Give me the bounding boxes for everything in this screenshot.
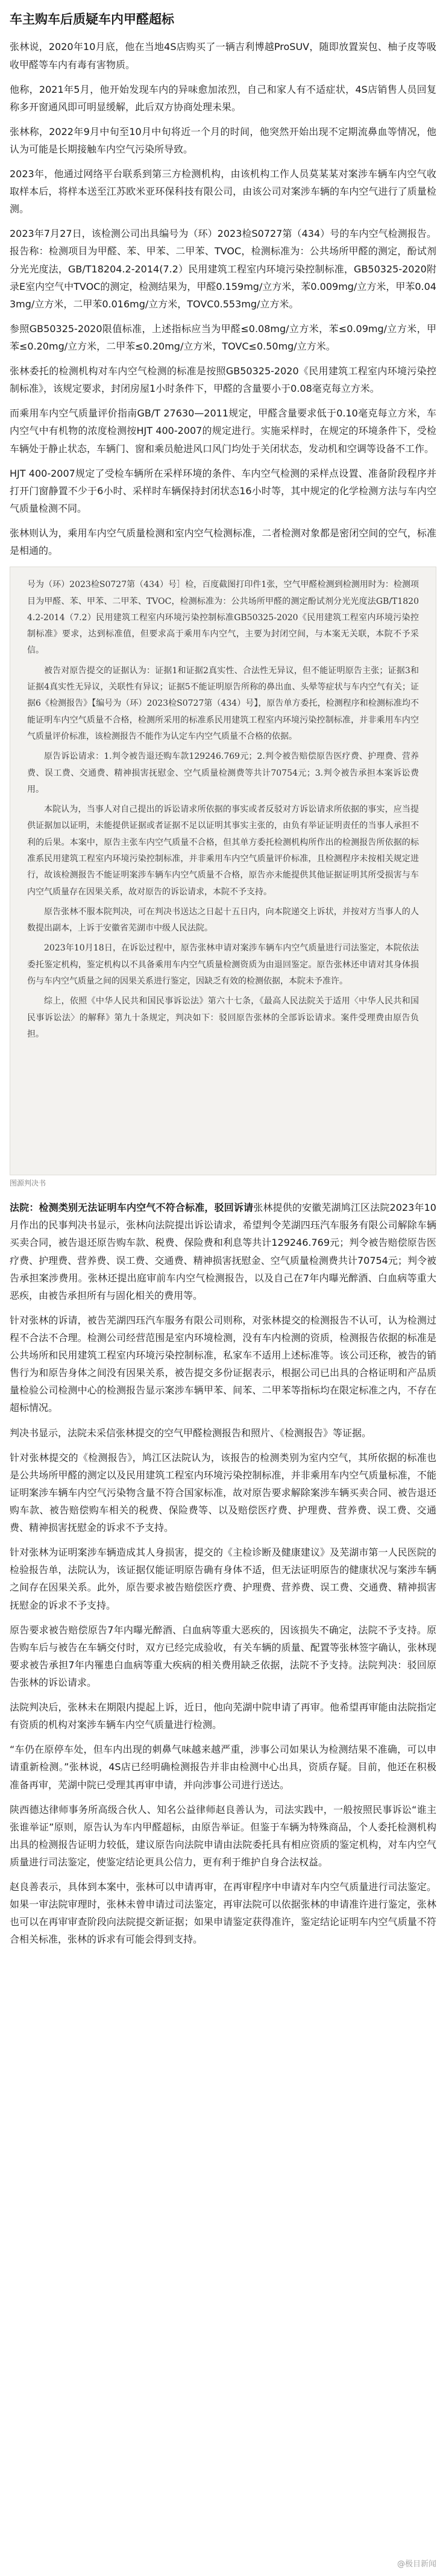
court-section-paragraph [10,1199,436,1304]
paragraph-6: 参照GB50325-2020限值标准，上述指标应当为甲醛≤0.08mg/立方米，苯≤0.09mg/立方米，甲苯≤0.20mg/立方米，二甲苯≤0.20mg/立方米，TOVC≤0.50mg/立方米。 [10,322,436,353]
paragraph-1: 张林说，2020年10月底，他在当地4S店购买了一辆吉利博越ProSUV，随即放置炭包、柚子皮等吸收甲醛等车内有毒有害物质。 [10,41,436,71]
paragraph-10: 张林则认为，乘用车内空气质量检测和室内空气检测标准，二者检测对象都是密闭空间的空气，标准是相通的。 [10,527,436,557]
court-section-paragraph: 原告要求被告赔偿原告7年内曝光醉酒、白血病等重大恶疾的，因该损失不确定，法院不予支持。原告购车后与被告在车辆交付时，双方已经完成验收，有关车辆的质量、配置等张林签字确认，张林现要求被告承担7年内罹患白血病等重大疾病的相关费用缺乏依据，法院不予支持。法院判决：驳回原告张林的诉讼请求。 [10,1624,436,1688]
court-section-paragraph: 针对张林为证明案涉车辆造成其人身损害，提交的《主检诊断及健康建议》及芜湖市第一人民医院的检验报告单，法院认为，该证据仅能证明原告确有身体不适，但无法证明原告的健康状况与案涉车辆之间存在因果关系。此外，原告要求被告赔偿医疗费、护理费、营养费、误工费、交通费、精神损害抚慰金的诉求不予支持。 [10,1547,436,1611]
watermark: @极目新闻 [397,2560,436,2569]
paragraph-9: HJT 400-2007规定了受检车辆所在采样环境的条件、车内空气检测的采样点设置、准备阶段程序并打开门窗静置不少于6小时、采样时车辆保持封闭状态16小时等，其中规定的化学检测方法与车内空气质量检测不同。 [10,467,436,514]
court-section-paragraph: 法院判决后，张林未在期限内提起上诉，近日，他向芜湖中院申请了再审。他希望再审能由法院指定有资质的机构对案涉车辆车内空气质量进行检测。 [10,1701,436,1731]
paragraph-3: 张林称，2022年9月中旬至10月中旬将近一个月的时间，他突然开始出现不定期流鼻血等情况，他认为可能是长期接触车内空气污染所导致。 [10,125,436,155]
document-line: 本院认为，当事人对自己提出的诉讼请求所依据的事实或者反驳对方诉讼请求所依据的事实，应当提供证据加以证明，未能提供证据或者证据不足以证明其事实主张的，由负有举证证明责任的当事人承担不利的后果。本案中，原告主张车内空气质量不合格，但其单方委托检测机构所作出的检测报告所依据的标准系民用建筑工程室内环境污染控制标准，并非乘用车内空气质量评价标准，且检测程序未按相关规定进行，故该检测报告不能证明案涉车辆车内空气质量不合格，原告亦未能提供其他证据证明其所受损害与车内空气质量存在因果关系，故对原告的诉讼请求，本院不予支持。 [27,805,419,897]
section-heading: 法院：检测类别无法证明车内空气不符合标准，驳回诉请 [10,1202,254,1214]
document-line: 2023年10月18日，在诉讼过程中，原告张林申请对案涉车辆车内空气质量进行司法鉴定，本院依法委托鉴定机构，鉴定机构以不具备乘用车内空气质量检测资质为由退回鉴定。原告张林还申请对其身体损伤与车内空气质量之间的因果关系进行鉴定，因缺乏有效的检测依据，本院未予准许。 [27,943,419,987]
paragraph-2: 他称，2021年5月，他开始发现车内的异味愈加浓烈，自己和家人有不适症状，4S店销售人员回复称多开窗通风即可明显缓解，此后双方协商处理未果。 [10,83,436,113]
document-line: 原告张林不服本院判决，可在判决书送达之日起十五日内，向本院递交上诉状，并按对方当事人的人数提出副本，上诉于安徽省芜湖市中级人民法院。 [27,906,419,934]
court-section-paragraph: 针对张林的诉请，被告芜湖四珏汽车服务有限公司则称，对张林提交的检测报告不认可，认为检测过程不合法不合理。检测公司经营范围是室内环境检测，没有车内检测的资质，检测报告依据的标准是公共场所和民用建筑工程室内环境污染控制标准，私家车不适用上述标准等。该公司还称，被告的销售行为和原告身体之间没有因果关系，被告提交多份证据表示，根据公司已出具的合格证明和产品质量检验公司检测中心的检测报告显示案涉车辆甲苯、间苯、二甲苯等指标均在限定标准之内，不存在超标情况。 [10,1314,436,1414]
article-title: 车主购车后质疑车内甲醛超标 [10,12,174,27]
document-line: 被告对原告提交的证据认为：证据1和证据2真实性、合法性无异议，但不能证明原告主张；证据3和证据4真实性无异议，关联性有异议；证据5不能证明原告所称的鼻出血、头晕等症状与车内空气有关；证据6《检测报告》【编号为（环）2023检S0727第（434）号】，原告单方委托，检测程序和检测标准均不能证明车内空气质量不合格，检测所采用的标准系民用建筑工程室内环境污染控制标准，并非乘用车内空气质量评价标准，该检测报告不能作为认定车内空气质量不合格的依据。 [27,665,419,741]
document-line: 原告诉讼请求：1.判令被告退还购车款129246.769元；2.判令被告赔偿原告医疗费、护理费、营养费、误工费、交通费、精神损害抚慰金、空气质量检测费等共计70754元；3.判令被告承担本案诉讼费用。 [27,752,419,794]
paragraph-4: 2023年，他通过网络平台联系到第三方检测机构，由该机构工作人员莫某某对案涉车辆车内空气收取样本后，将样本送至江苏欧米亚环保科技有限公司，由该公司对案涉车辆的车内空气进行了质量检测。 [10,168,436,215]
paragraph-8: 而乘用车内空气质量评价指南GB/T 27630—2011规定，甲醛含量要求低于0.10毫克每立方米，车内空气中有机物的浓度检测按HJT 400-2007的规定进行。实施采样时，在规定的环境条件下，受检车辆处于静止状态，车辆门、窗和乘员舱进风口风门均处于关闭状态，发动机和空调等设备不工作。 [10,407,436,454]
court-section-paragraph: “车仍在原停车处，但车内出现的刺鼻气味越来越严重，涉事公司如果认为检测结果不准确，可以申请重新检测。”张林说，4S店已经明确检测报告并非由检测中心出具，资质存疑。目前，他还在积极准备再审，芜湖中院已受理其再审申请，并向涉事公司进行送达。 [10,1744,436,1791]
paragraph-5: 2023年7月27日，该检测公司出具编号为（环）2023检S0727第（434）号的车内空气检测报告。报告称：检测项目为甲醛、苯、甲苯、二甲苯、TVOC，检测标准为：公共场所甲醛的测定，酚试剂分光光度法，GB/T18204.2-2014(7.2）民用建筑工程室内环境污染控制标准，GB50325-2020附录E室内空气中TVOC的测定，检测结果为，甲醛0.159mg/立方米，苯0.009mg/立方米，甲苯0.043mg/立方米，二甲苯0.016mg/立方米，TOVC0.553mg/立方米。 [10,228,436,310]
paragraph-7: 张林委托的检测机构对车内空气检测的标准是按照GB50325-2020《民用建筑工程室内环境污染控制标准》，该规定要求，封闭房屋1小时条件下，甲醛的含量要小于0.08毫克每立方米。 [10,365,436,395]
court-section-paragraph: 陕西德达律师事务所高级合伙人、知名公益律师赵良善认为，司法实践中，一般按照民事诉讼“谁主张谁举证”原则，原告认为车内甲醛超标，由原告举证。但鉴于车辆为特殊商品，个人委托检测机构出具的检测报告证明力较低，建议原告向法院申请由法院委托具有相应资质的鉴定机构，对车内空气质量进行司法鉴定，使鉴定结论更具公信力，更有利于维护自身合法权益。 [10,1803,436,1868]
section-text: 张林提供的安徽芜湖鸠江区法院2023年10月作出的民事判决书显示，张林向法院提出诉讼请求，希望判令芜湖四珏汽车服务有限公司解除车辆买卖合同，被告退还原告购车款、税费、保险费和利息等共计129246.769元；判令被告赔偿原告医疗费、护理费、营养费、误工费、交通费、精神损害抚慰金、空气质量检测费共计70754元；判令被告承担案涉费用。张林还提出庭审前车内空气检测报告，以及自己在7年内曝光醉酒、白血病等重大恶疾，由被告承担所有与固化相关的费用等。 [10,1202,436,1301]
court-section-paragraph: 针对张林提交的《检测报告》，鸠江区法院认为，该报告的检测类别为室内空气，其所依据的标准也是公共场所甲醛的测定以及民用建筑工程室内环境污染控制标准，并非乘用车内空气质量标准，不能证明案涉车辆车内空气污染物含量不符合国家标准，故对原告要求解除案涉车辆买卖合同、被告退还购车款、被告赔偿购车相关的税费、保险费等、以及赔偿医疗费、护理费、营养费、误工费、交通费、精神损害抚慰金的诉求不予支持。 [10,1451,436,1534]
document-line: 综上，依照《中华人民共和国民事诉讼法》第六十七条，《最高人民法院关于适用〈中华人民共和国民事诉讼法〉的解释》第九十条规定，判决如下：驳回原告张林的全部诉讼请求。案件受理费由原告负担。 [27,996,419,1039]
document-line: 号为（环）2023检S0727第（434）号］检，百度截图打印件1张，空气甲醛检测到检测用时为：检测项目为甲醛、苯、甲苯、二甲苯、TVOC，检测标准为：公共场所甲醛的测定酚试剂分光光度法GB/T18204.2-2014（7.2）民用建筑工程室内环境污染控制标准GB50325-2020《民用建筑工程室内环境污染控制标准》要求，达到标准值，但要求高于乘用车内空气，主要为封闭空间，与本案无关联，本院不予采信。 [27,580,419,656]
image-caption: 图源判决书 [10,1179,46,1188]
court-section-paragraph: 赵良善表示，具体到本案中，张林可以申请再审，在再审程序中申请对车内空气质量进行司法鉴定。如果一审法院审理时，张林未曾申请过司法鉴定，再审法院可以依据张林的申请准许进行鉴定，张林也可以在再审审查阶段向法院提交新证据；如果申请鉴定获得准许，鉴定结论证明车内空气质量不符合相关标准，张林的诉求有可能会得到支持。 [10,1881,436,1946]
judgment-document-image[interactable] [10,567,436,1175]
court-section-paragraph: 判决书显示，法院未采信张林提交的空气甲醛检测报告和照片、《检测报告》等证据。 [10,1427,372,1439]
